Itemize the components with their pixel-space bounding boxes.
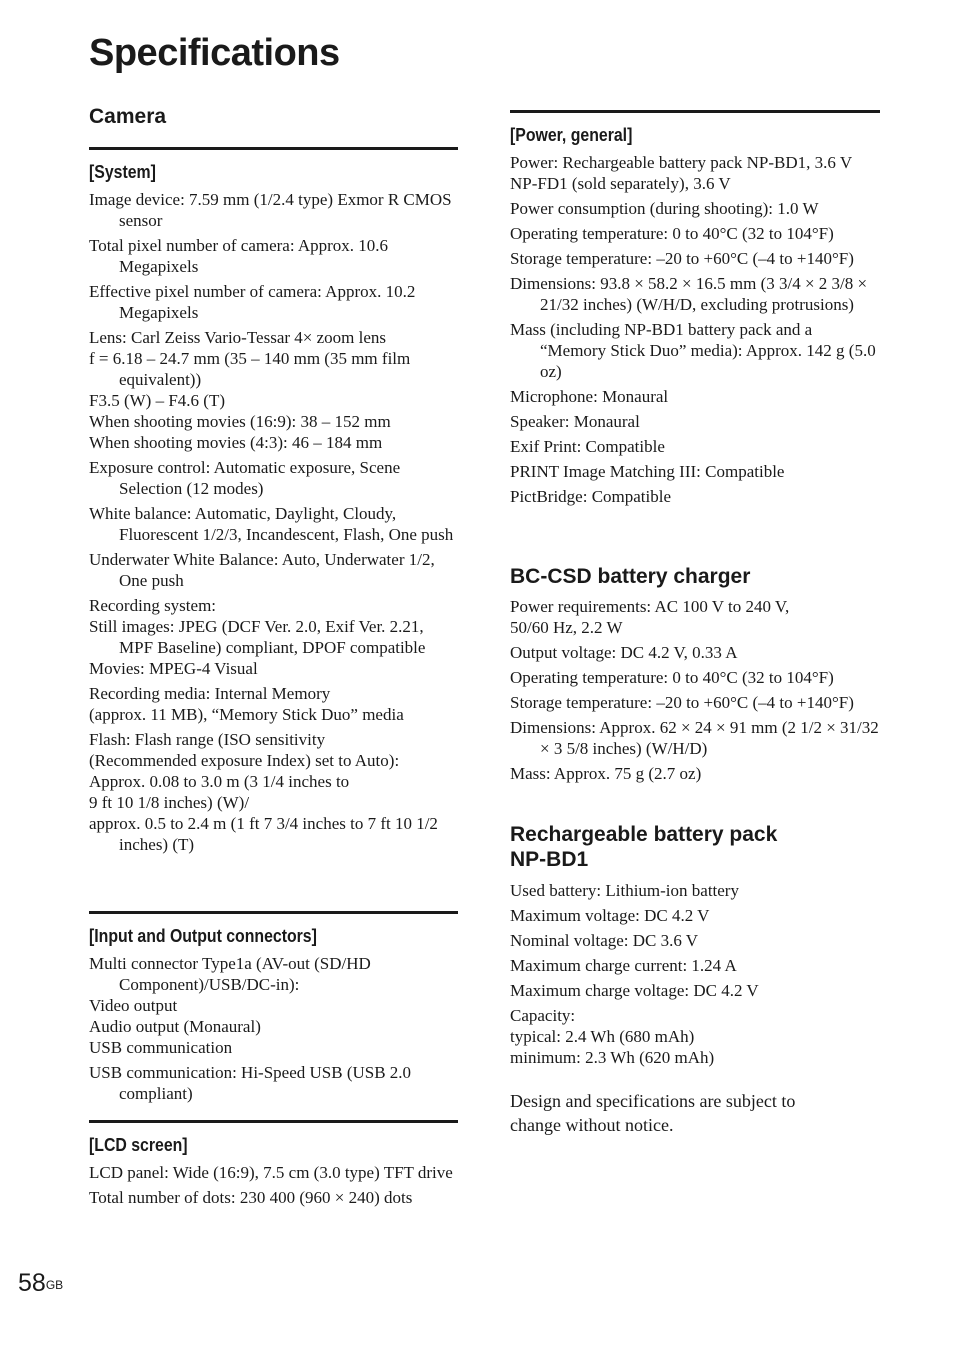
spec-item-subline: 9 ft 10 1/8 inches) (W)/ [89, 793, 250, 812]
spec-item-text: Used battery: Lithium-ion battery [510, 881, 739, 900]
spec-item [89, 457, 458, 499]
spec-item [89, 189, 458, 231]
charger-heading: BC-CSD battery charger [510, 565, 751, 588]
spec-item-subline: Audio output (Monaural) [89, 1017, 261, 1036]
spec-item-text: Dimensions: 93.8 × 58.2 × 16.5 mm (3 3/4 × 2 3/8 × 21/32 inches) (W/H/D, excluding protrusions) [510, 274, 868, 314]
spec-item-text: White balance: Automatic, Daylight, Cloudy, Fluorescent 1/2/3, Incandescent, Flash, One push [89, 504, 454, 544]
spec-item-subline: When shooting movies (16:9): 38 – 152 mm [89, 412, 391, 431]
spec-item-text: Total number of dots: 230 400 (960 × 240) dots [89, 1188, 413, 1207]
io-spec-list [89, 953, 458, 1108]
spec-item-text: Storage temperature: –20 to +60°C (–4 to +140°F) [510, 249, 854, 268]
spec-item-text: Capacity: [510, 1006, 576, 1025]
spec-item [89, 953, 458, 1058]
spec-item-text: Dimensions: Approx. 62 × 24 × 91 mm (2 1/2 × 31/32 × 3 5/8 inches) (W/H/D) [510, 718, 879, 758]
lcd-spec-list [89, 1162, 458, 1212]
power-heading: [Power, general] [510, 125, 633, 145]
spec-item-text: Recording system: [89, 596, 217, 615]
battery-heading-line2: NP-BD1 [510, 848, 589, 871]
spec-item-text: Total pixel number of camera: Approx. 10.6 Megapixels [89, 236, 389, 276]
spec-item-text: Multi connector Type1a (AV-out (SD/HD Component)/USB/DC-in): [89, 954, 371, 994]
power-spec-list [510, 152, 880, 511]
spec-item-text: Maximum charge current: 1.24 A [510, 956, 737, 975]
spec-item-subline: Video output [89, 996, 178, 1015]
spec-item-subline: Movies: MPEG-4 Visual [89, 659, 258, 678]
spec-item [510, 905, 880, 926]
page-number-value: 58 [18, 1269, 46, 1297]
spec-item-text: Exif Print: Compatible [510, 437, 665, 456]
spec-item [510, 596, 880, 638]
spec-item-text: Power requirements: AC 100 V to 240 V, [510, 597, 790, 616]
spec-item-text: Maximum charge voltage: DC 4.2 V [510, 981, 759, 1000]
spec-item-text: Exposure control: Automatic exposure, Scene Selection (12 modes) [89, 458, 401, 498]
spec-item-text: Storage temperature: –20 to +60°C (–4 to +140°F) [510, 693, 854, 712]
spec-item-text: Underwater White Balance: Auto, Underwater 1/2, One push [89, 550, 435, 590]
section-rule [89, 147, 458, 150]
lcd-heading: [LCD screen] [89, 1135, 188, 1155]
spec-item-subline: minimum: 2.3 Wh (620 mAh) [510, 1048, 715, 1067]
spec-item [89, 595, 458, 679]
spec-item-subline: When shooting movies (4:3): 46 – 184 mm [89, 433, 383, 452]
spec-item [89, 281, 458, 323]
spec-item [510, 955, 880, 976]
spec-item-text: LCD panel: Wide (16:9), 7.5 cm (3.0 type) TFT drive [89, 1163, 453, 1182]
spec-item-subline: f = 6.18 – 24.7 mm (35 – 140 mm (35 mm film equivalent)) [89, 349, 411, 389]
spec-item [510, 667, 880, 688]
spec-item [510, 642, 880, 663]
spec-item-subline: 50/60 Hz, 2.2 W [510, 618, 623, 637]
system-heading: [System] [89, 162, 156, 182]
spec-item-subline: NP-FD1 (sold separately), 3.6 V [510, 174, 731, 193]
spec-item [510, 248, 880, 269]
spec-item [510, 198, 880, 219]
spec-item [510, 930, 880, 951]
section-rule [510, 110, 880, 113]
spec-item-text: Nominal voltage: DC 3.6 V [510, 931, 699, 950]
spec-item-text: Speaker: Monaural [510, 412, 640, 431]
spec-item-subline: (approx. 11 MB), “Memory Stick Duo” media [89, 705, 404, 724]
spec-item-subline: USB communication [89, 1038, 233, 1057]
spec-item [89, 683, 458, 725]
page-title: Specifications [89, 32, 340, 74]
spec-item-text: Lens: Carl Zeiss Vario-Tessar 4× zoom lens [89, 328, 387, 347]
spec-item-text: Microphone: Monaural [510, 387, 669, 406]
page-number-suffix: GB [45, 1278, 64, 1292]
spec-item [89, 1187, 458, 1208]
spec-item [89, 1162, 458, 1183]
spec-item-text: Flash: Flash range (ISO sensitivity [89, 730, 326, 749]
spec-item-text: Output voltage: DC 4.2 V, 0.33 A [510, 643, 738, 662]
spec-item [89, 503, 458, 545]
battery-heading [510, 822, 777, 872]
spec-item-subline: F3.5 (W) – F4.6 (T) [89, 391, 225, 410]
spec-item-text: Mass: Approx. 75 g (2.7 oz) [510, 764, 702, 783]
spec-item-text: Maximum voltage: DC 4.2 V [510, 906, 710, 925]
spec-item-text: Operating temperature: 0 to 40°C (32 to 104°F) [510, 224, 834, 243]
page-number [18, 1268, 63, 1298]
spec-item-text: USB communication: Hi-Speed USB (USB 2.0 compliant) [89, 1063, 412, 1103]
section-rule [89, 911, 458, 914]
spec-item [510, 386, 880, 407]
spec-item-subline: Approx. 0.08 to 3.0 m (3 1/4 inches to [89, 772, 350, 791]
spec-item [510, 880, 880, 901]
disclaimer-note: Design and specifications are subject to change without notice. [510, 1091, 796, 1135]
spec-item-text: Operating temperature: 0 to 40°C (32 to 104°F) [510, 668, 834, 687]
camera-heading: Camera [89, 105, 167, 128]
spec-item [510, 436, 880, 457]
spec-item-text: Mass (including NP-BD1 battery pack and a “Memory Stick Duo” media): Approx. 142 g (5.0 oz) [510, 320, 876, 381]
spec-item [510, 717, 880, 759]
spec-item [510, 692, 880, 713]
spec-item [510, 152, 880, 194]
spec-item-subline: approx. 0.5 to 2.4 m (1 ft 7 3/4 inches to 7 ft 10 1/2 inches) (T) [89, 814, 438, 854]
charger-spec-list [510, 596, 880, 788]
spec-item-subline: Still images: JPEG (DCF Ver. 2.0, Exif Ver. 2.21, MPF Baseline) compliant, DPOF compatible [89, 617, 426, 657]
spec-item [510, 223, 880, 244]
spec-item-text: PRINT Image Matching III: Compatible [510, 462, 785, 481]
spec-item [510, 461, 880, 482]
spec-item-text: Recording media: Internal Memory [89, 684, 331, 703]
spec-item [510, 486, 880, 507]
spec-item [510, 319, 880, 382]
spec-item-subline: typical: 2.4 Wh (680 mAh) [510, 1027, 695, 1046]
spec-item [89, 327, 458, 453]
spec-item [510, 1005, 880, 1068]
spec-item-text: Effective pixel number of camera: Approx. 10.2 Megapixels [89, 282, 416, 322]
spec-item [510, 273, 880, 315]
system-spec-list [89, 189, 458, 859]
spec-item [89, 549, 458, 591]
battery-heading-line1: Rechargeable battery pack [510, 823, 778, 846]
section-rule [89, 1120, 458, 1123]
spec-item [89, 729, 458, 855]
io-heading: [Input and Output connectors] [89, 926, 317, 946]
spec-item [89, 235, 458, 277]
spec-item-text: PictBridge: Compatible [510, 487, 672, 506]
spec-item [510, 411, 880, 432]
spec-item [510, 763, 880, 784]
spec-item-text: Power consumption (during shooting): 1.0 W [510, 199, 819, 218]
spec-item-subline: (Recommended exposure Index) set to Auto): [89, 751, 400, 770]
spec-item-text: Power: Rechargeable battery pack NP-BD1, 3.6 V [510, 153, 853, 172]
battery-spec-list [510, 880, 880, 1072]
spec-item-text: Image device: 7.59 mm (1/2.4 type) Exmor R CMOS sensor [89, 190, 452, 230]
spec-item [89, 1062, 458, 1104]
spec-item [510, 980, 880, 1001]
